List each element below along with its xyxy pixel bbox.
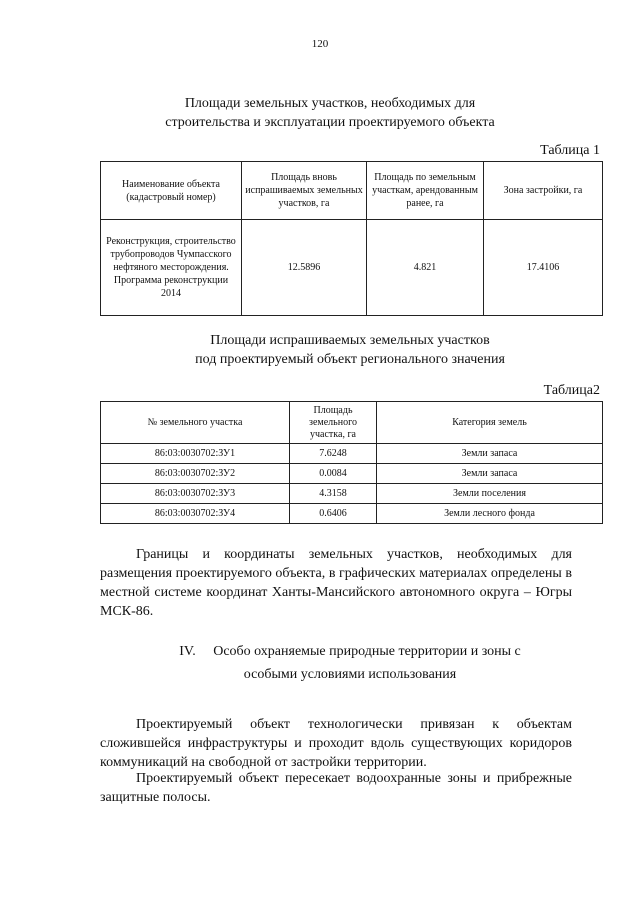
table2-cell-category: Земли лесного фонда <box>377 504 603 524</box>
table2-title-line1: Площади испрашиваемых земельных участков <box>210 333 490 348</box>
table-row <box>101 504 603 524</box>
table2-cell-id: 86:03:0030702:ЗУ4 <box>101 504 290 524</box>
table2-cell-category: Земли поселения <box>377 484 603 504</box>
table1-title-line2: строительства и эксплуатации проектируемого объекта <box>165 115 495 130</box>
table2-label: Таблица2 <box>543 383 600 398</box>
table2-header-id: № земельного участка <box>101 402 290 444</box>
section-heading <box>100 640 600 686</box>
table1-label: Таблица 1 <box>540 143 600 158</box>
table2-cell-id: 86:03:0030702:ЗУ2 <box>101 464 290 484</box>
table1-header-name: Наименование объекта (кадастровый номер) <box>101 162 242 220</box>
table2-cell-area: 0.0084 <box>290 464 377 484</box>
table1-cell-leased-area: 4.821 <box>367 220 484 316</box>
table1-header-new-area: Площадь вновь испрашиваемых земельных участков, га <box>242 162 367 220</box>
table2-header-category: Категория земель <box>377 402 603 444</box>
table1-title <box>100 94 560 132</box>
table1-cell-new-area: 12.5896 <box>242 220 367 316</box>
table-row <box>101 444 603 464</box>
table1 <box>100 161 603 316</box>
section-title-line1: Особо охраняемые природные территории и зоны с <box>213 644 521 659</box>
infrastructure-paragraph: Проектируемый объект технологически привязан к объектам сложившейся инфраструктуры и проходит вдоль существующих коридоров коммуникаций на свободной от застройки территории. <box>100 717 572 770</box>
table2-cell-area: 0.6406 <box>290 504 377 524</box>
table1-cell-zone: 17.4106 <box>484 220 603 316</box>
water-zones-paragraph: Проектируемый объект пересекает водоохранные зоны и прибрежные защитные полосы. <box>100 771 572 805</box>
table-row <box>101 220 603 316</box>
boundaries-paragraph: Границы и координаты земельных участков, необходимых для размещения проектируемого объекта, в графических материалах определены в местной системе координат Ханты-Мансийского автономного округа – Югры МСК-86. <box>100 547 572 619</box>
table2 <box>100 401 603 524</box>
table2-cell-category: Земли запаса <box>377 464 603 484</box>
table1-header-leased-area: Площадь по земельным участкам, арендованным ранее, га <box>367 162 484 220</box>
table2-cell-area: 4.3158 <box>290 484 377 504</box>
table2-header-row <box>101 402 603 444</box>
table2-header-area: Площадь земельного участка, га <box>290 402 377 444</box>
table2-title-line2: под проектируемый объект регионального значения <box>195 352 505 367</box>
table1-cell-name: Реконструкция, строительство трубопроводов Чумпасского нефтяного месторождения. Программа реконструкции 2014 <box>101 220 242 316</box>
page-number: 120 <box>311 38 329 50</box>
section-heading-line1 <box>100 640 600 663</box>
table2-title <box>100 331 600 369</box>
table-row <box>101 464 603 484</box>
table1-header-zone: Зона застройки, га <box>484 162 603 220</box>
table1-title-line1: Площади земельных участков, необходимых для <box>184 96 476 111</box>
table2-cell-id: 86:03:0030702:ЗУ3 <box>101 484 290 504</box>
section-number: IV. <box>179 644 196 659</box>
table2-cell-area: 7.6248 <box>290 444 377 464</box>
table1-header-row <box>101 162 603 220</box>
section-title-line2: особыми условиями использования <box>243 667 457 682</box>
table2-cell-category: Земли запаса <box>377 444 603 464</box>
table2-cell-id: 86:03:0030702:ЗУ1 <box>101 444 290 464</box>
table-row <box>101 484 603 504</box>
